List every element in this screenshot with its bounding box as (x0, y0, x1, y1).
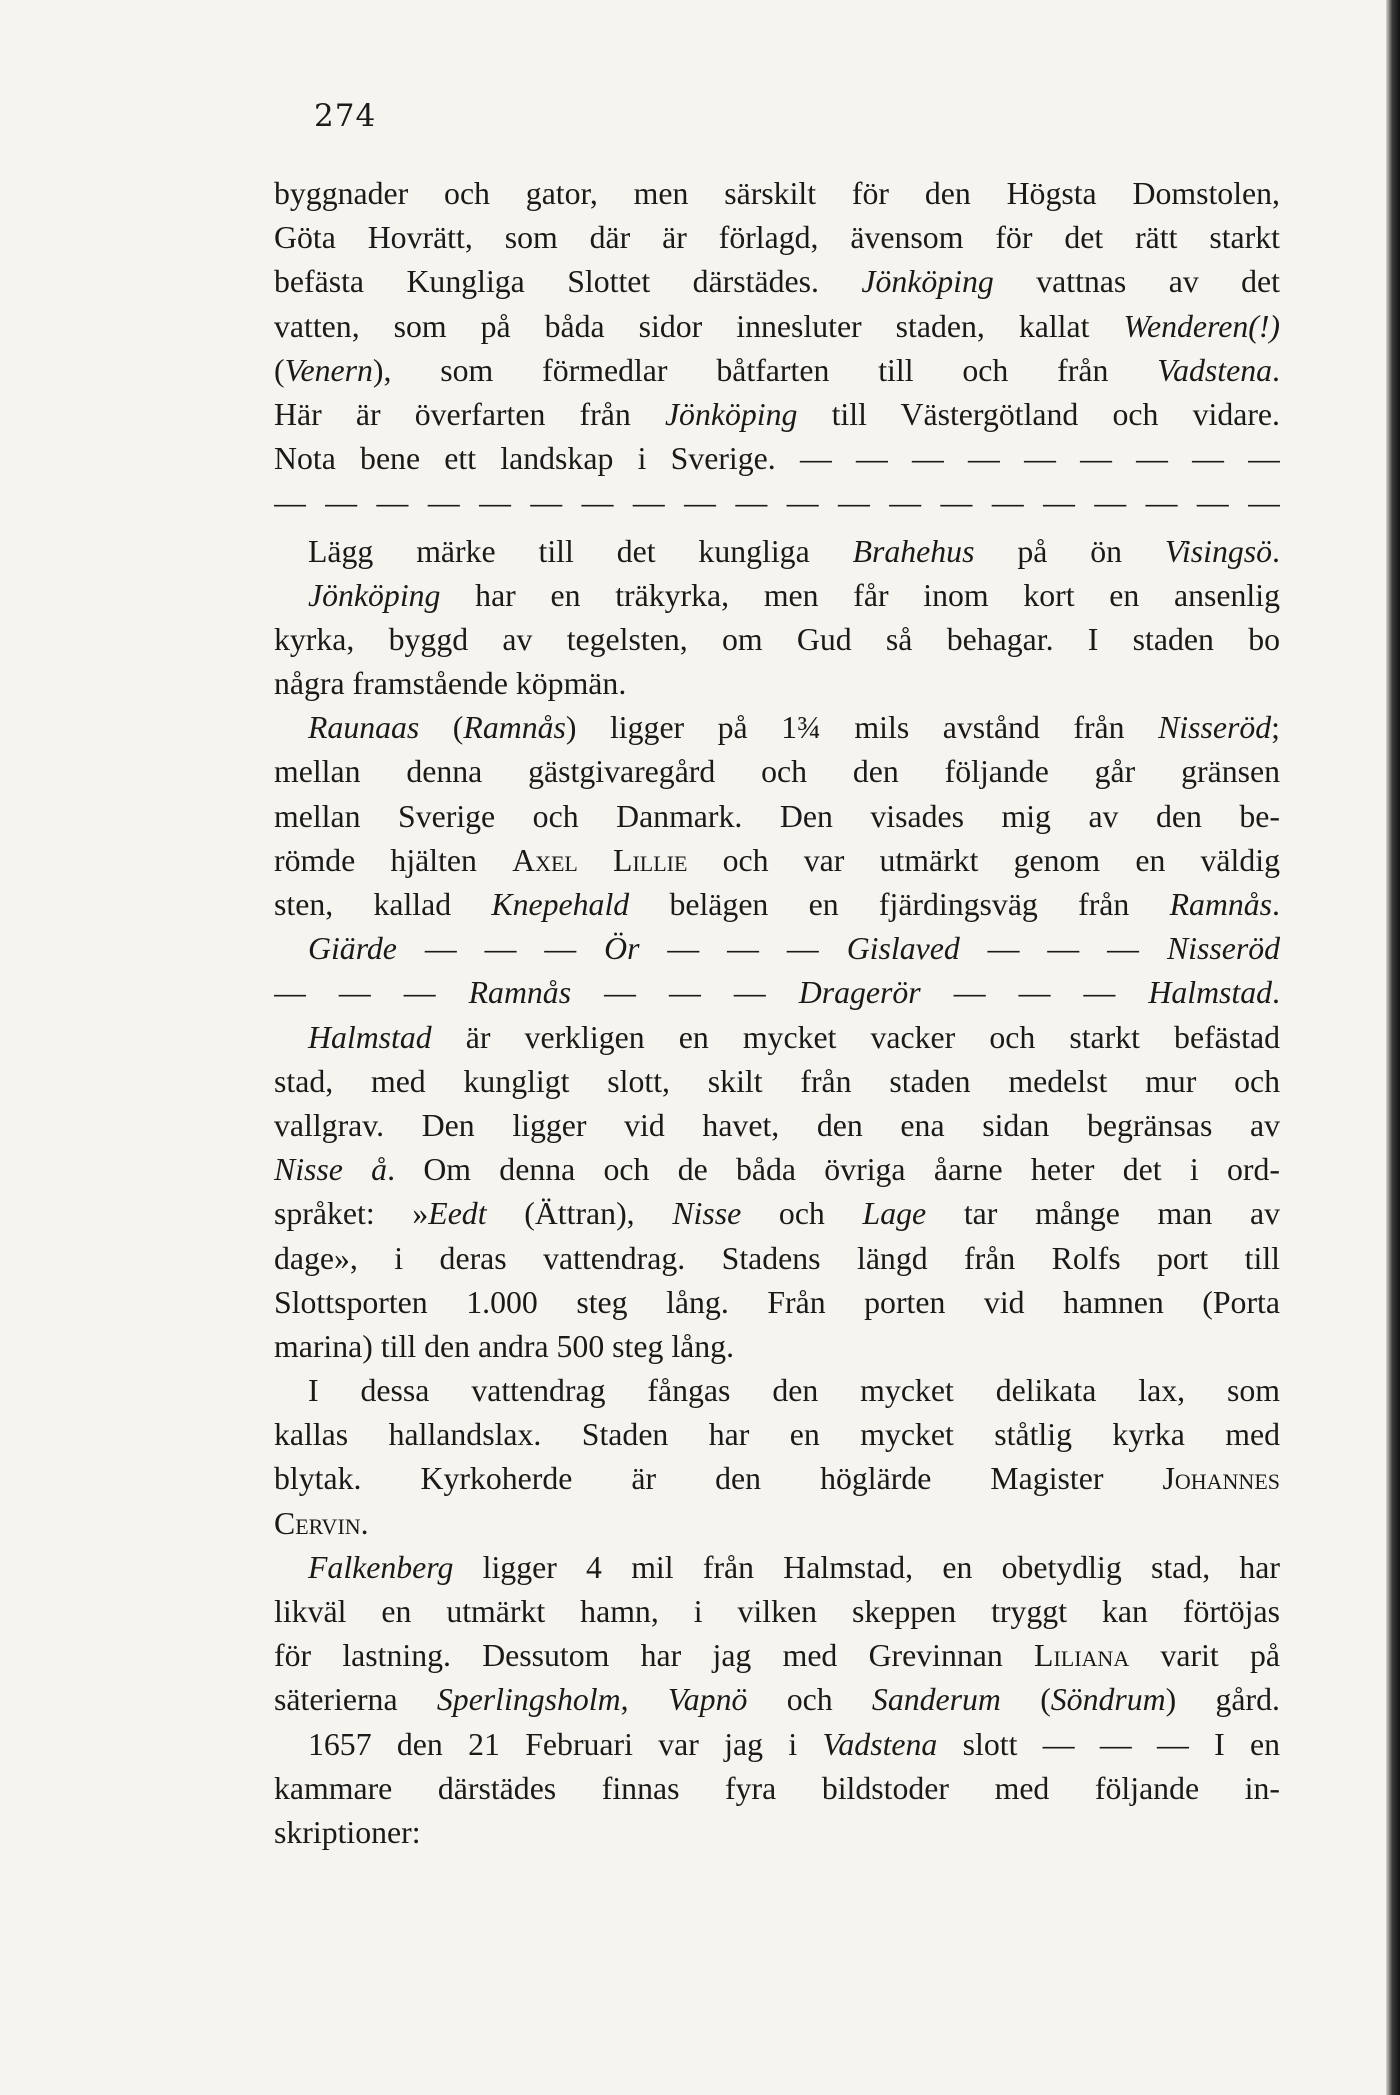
text-line: römde hjälten Axel Lillie och var utmärkt genom en väldig (274, 842, 1280, 878)
text-line: Halmstad är verkligen en mycket vacker och starkt befästad (308, 1019, 1280, 1055)
text-line: (Venern), som förmedlar båtfarten till och från Vadstena. (274, 352, 1280, 388)
text-line: marina) till den andra 500 steg lång. (274, 1328, 735, 1364)
text-line: Nisse å. Om denna och de båda övriga åarne heter det i ord- (274, 1152, 1280, 1188)
text-line: vatten, som på båda sidor innesluter staden, kallat Wenderen(!) (274, 308, 1280, 344)
text-line: dage», i deras vattendrag. Stadens längd från Rolfs port till (274, 1240, 1280, 1276)
text-line: likväl en utmärkt hamn, i vilken skeppen tryggt kan förtöjas (274, 1594, 1280, 1629)
text-line: Raunaas (Ramnås) ligger på 1¾ mils avstånd från Nisseröd; (308, 710, 1280, 746)
page-edge (1386, 0, 1400, 2095)
text-line: mellan denna gästgivaregård och den följande går gränsen (274, 754, 1280, 790)
text-line: kyrka, byggd av tegelsten, om Gud så behagar. I staden bo (274, 621, 1280, 657)
text-line: sten, kallad Knepehald belägen en fjärdingsväg från Ramnås. (274, 887, 1280, 922)
text-line: säterierna Sperlingsholm, Vapnö och Sanderum (Söndrum) gård. (274, 1682, 1280, 1718)
text-line: Jönköping har en träkyrka, men får inom kort en ansenlig (308, 577, 1280, 613)
text-line: kammare därstädes finnas fyra bildstoder med följande in- (274, 1770, 1280, 1806)
text-line: — — — — — — — — — — — — — — — — — — — — (274, 485, 1280, 521)
text-line: för lastning. Dessutom har jag med Grevinnan Liliana varit på (274, 1638, 1280, 1674)
text-line: Cervin. (274, 1505, 369, 1541)
text-line: några framstående köpmän. (274, 666, 627, 702)
text-line: Giärde — — — Ör — — — Gislaved — — — Nisseröd (308, 931, 1280, 967)
text-line: mellan Sverige och Danmark. Den visades mig av den be- (274, 798, 1280, 834)
text-line: befästa Kungliga Slottet därstädes. Jönköping vattnas av det (274, 264, 1280, 300)
text-line: I dessa vattendrag fångas den mycket delikata lax, som (308, 1373, 1280, 1409)
text-line: skriptioner: (274, 1814, 421, 1850)
text-line: Nota bene ett landskap i Sverige. — — — — — — — — — (274, 441, 1280, 477)
text-line: stad, med kungligt slott, skilt från staden medelst mur och (274, 1063, 1280, 1099)
text-line: Göta Hovrätt, som där är förlagd, ävensom för det rätt starkt (274, 220, 1280, 256)
text-line: språket: »Eedt (Ättran), Nisse och Lage tar månge man av (274, 1196, 1280, 1232)
text-line: Slottsporten 1.000 steg lång. Från porten vid hamnen (Porta (274, 1284, 1280, 1320)
text-line: blytak. Kyrkoherde är den höglärde Magister Johannes (274, 1461, 1280, 1497)
text-line: byggnader och gator, men särskilt för den Högsta Domstolen, (274, 176, 1280, 211)
text-line: 1657 den 21 Februari var jag i Vadstena slott — — — I en (308, 1726, 1280, 1762)
body-text (274, 172, 1280, 1855)
text-line: Här är överfarten från Jönköping till Västergötland och vidare. (274, 396, 1280, 432)
text-line: vallgrav. Den ligger vid havet, den ena sidan begränsas av (274, 1107, 1280, 1143)
text-line: Falkenberg ligger 4 mil från Halmstad, en obetydlig stad, har (308, 1549, 1280, 1585)
text-line: kallas hallandslax. Staden har en mycket ståtlig kyrka med (274, 1417, 1280, 1453)
text-line: Lägg märke till det kungliga Brahehus på ön Visingsö. (308, 533, 1280, 569)
page-number: 274 (314, 98, 377, 134)
text-line: — — — Ramnås — — — Dragerör — — — Halmstad. (274, 975, 1280, 1011)
